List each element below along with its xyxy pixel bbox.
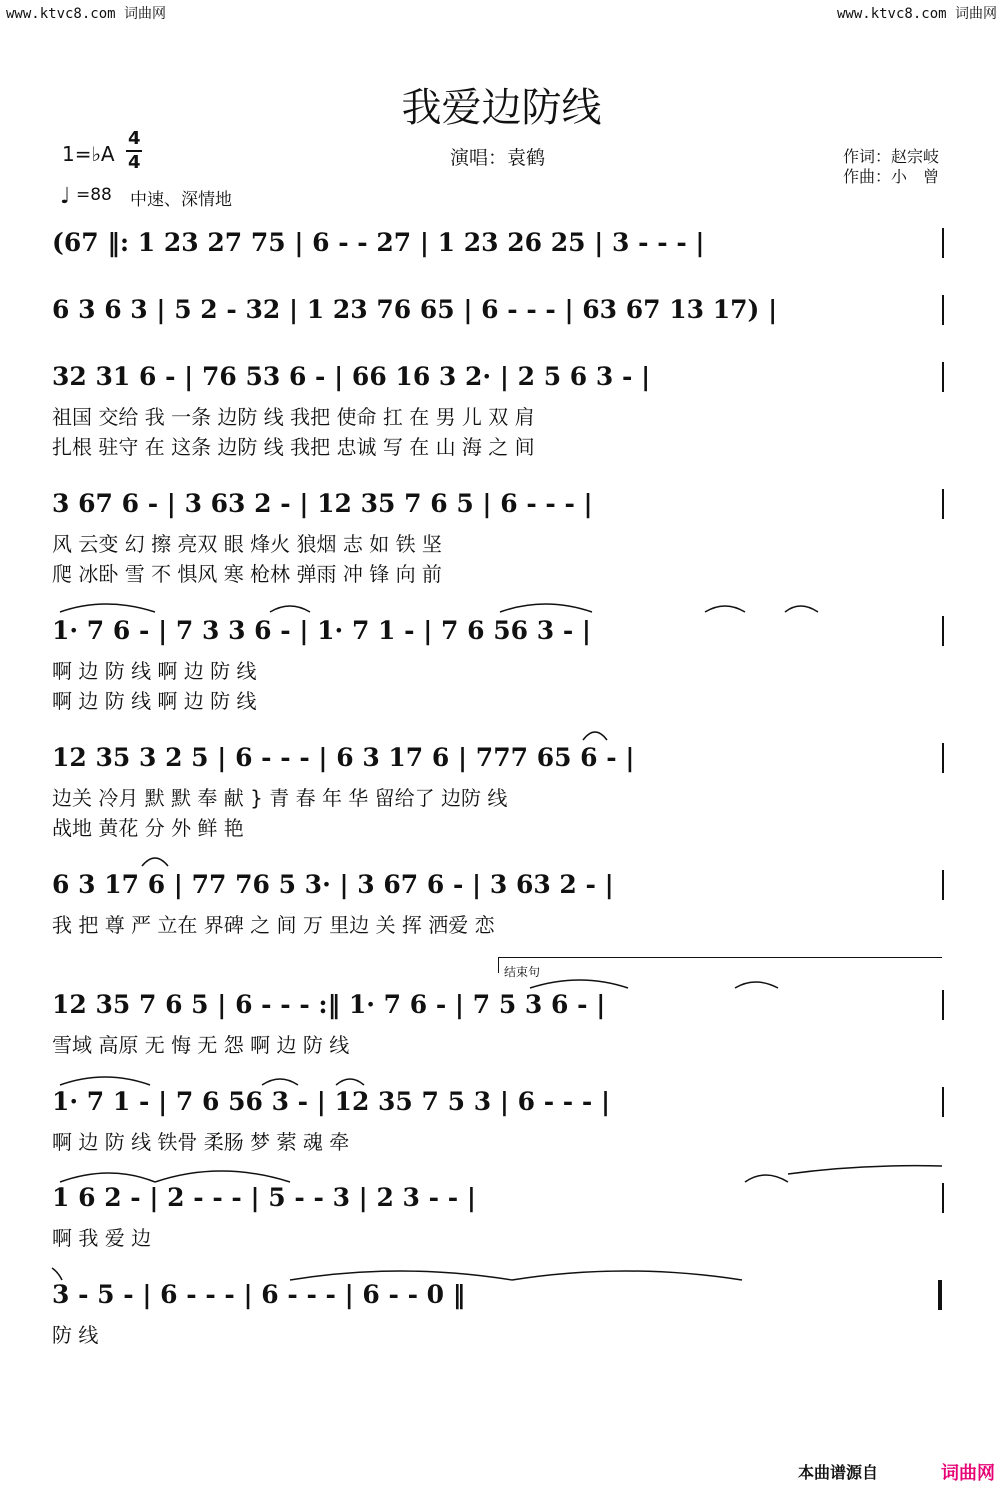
score-row-8-notes: 12 35 7 6 5 | 6 - - - :‖ 1· 7 6 - | 7 5 3 6 - |	[52, 990, 606, 1019]
singer: 演唱：袁鹤	[450, 147, 546, 169]
score-row-7-notes: 6 3 17 6 | 77 76 5 3· | 3 67 6 - | 3 63 2 - |	[52, 870, 614, 899]
score-row-4-notes: 3 67 6 - | 3 63 2 - | 12 35 7 6 5 | 6 - - - |	[52, 489, 593, 518]
score-row-9-lyrics-1: 啊 边 防 线 铁骨 柔肠 梦 萦 魂 牵	[52, 1130, 350, 1154]
quarter-note-icon: ♩	[60, 184, 71, 209]
score-row-3-lyrics-2: 扎根 驻守 在 这条 边防 线 我把 忠诚 写 在 山 海 之 间	[52, 435, 535, 459]
score-row-8-lyrics-1: 雪域 高原 无 悔 无 怨 啊 边 防 线	[52, 1033, 350, 1057]
score-row-5-lyrics-2: 啊 边 防 线 啊 边 防 线	[52, 689, 257, 713]
ending-label: 结束句	[504, 965, 541, 979]
tempo-description: 中速、深情地	[130, 190, 232, 210]
score-row-6-lyrics-1: 边关 冷月 默 默 奉 献 } 青 春 年 华 留给了 边防 线	[52, 786, 508, 810]
key-signature: 1=♭A	[62, 142, 115, 166]
score-row-5-notes: 1· 7 6 - | 7 3 3 6 - | 1· 7 1 - | 7 6 56 3 - |	[52, 616, 591, 645]
score-row-6-notes: 12 35 3 2 5 | 6 - - - | 6 3 17 6 | 777 65 6 - |	[52, 743, 635, 772]
footer-logo: 词曲网	[941, 1463, 995, 1484]
score-row-2-notes: 6 3 6 3 | 5 2 - 32 | 1 23 76 65 | 6 - - - | 63 67 13 17) |	[52, 295, 778, 324]
score-row-3-notes: 32 31 6 - | 76 53 6 - | 66 16 3 2· | 2 5 6 3 - |	[52, 362, 651, 391]
watermark-left: www.ktvc8.com 词曲网	[6, 6, 167, 22]
tempo-value: =88	[76, 185, 112, 205]
score-row-10-notes: 1 6 2 - | 2 - - - | 5 - - 3 | 2 3 - - |	[52, 1183, 476, 1212]
song-title: 我爱边防线	[401, 85, 602, 131]
score-row-4-lyrics-2: 爬 冰卧 雪 不 惧风 寒 枪林 弹雨 冲 锋 向 前	[52, 562, 442, 586]
score-row-10-lyrics-1: 啊 我 爱 边	[52, 1226, 152, 1250]
score-row-1-notes: (67 ‖: 1 23 27 75 | 6 - - 27 | 1 23 26 25 | 3 - - - |	[52, 228, 705, 257]
footer-source: 本曲谱源自	[798, 1463, 879, 1482]
lyricist: 作词：赵宗岐	[843, 147, 940, 166]
score-row-11-lyrics-1: 防 线	[52, 1323, 99, 1347]
score-row-4-lyrics-1: 风 云变 幻 擦 亮双 眼 烽火 狼烟 志 如 铁 坚	[52, 532, 442, 556]
score-row-5-lyrics-1: 啊 边 防 线 啊 边 防 线	[52, 659, 257, 683]
composer: 作曲：小 曾	[843, 167, 940, 186]
score-row-11-notes: 3 - 5 - | 6 - - - | 6 - - - | 6 - - 0 ‖	[52, 1280, 466, 1309]
time-sig-bottom: 4	[128, 152, 141, 173]
score-row-6-lyrics-2: 战地 黄花 分 外 鲜 艳	[52, 816, 244, 840]
watermark-right: www.ktvc8.com 词曲网	[836, 6, 997, 22]
score-row-7-lyrics-1: 我 把 尊 严 立在 界碑 之 间 万 里边 关 挥 洒爱 恋	[52, 913, 495, 937]
time-sig-top: 4	[128, 128, 141, 149]
score-row-3-lyrics-1: 祖国 交给 我 一条 边防 线 我把 使命 扛 在 男 儿 双 肩	[52, 405, 535, 429]
score-row-9-notes: 1· 7 1 - | 7 6 56 3 - | 12 35 7 5 3 | 6 - - - |	[52, 1087, 611, 1116]
